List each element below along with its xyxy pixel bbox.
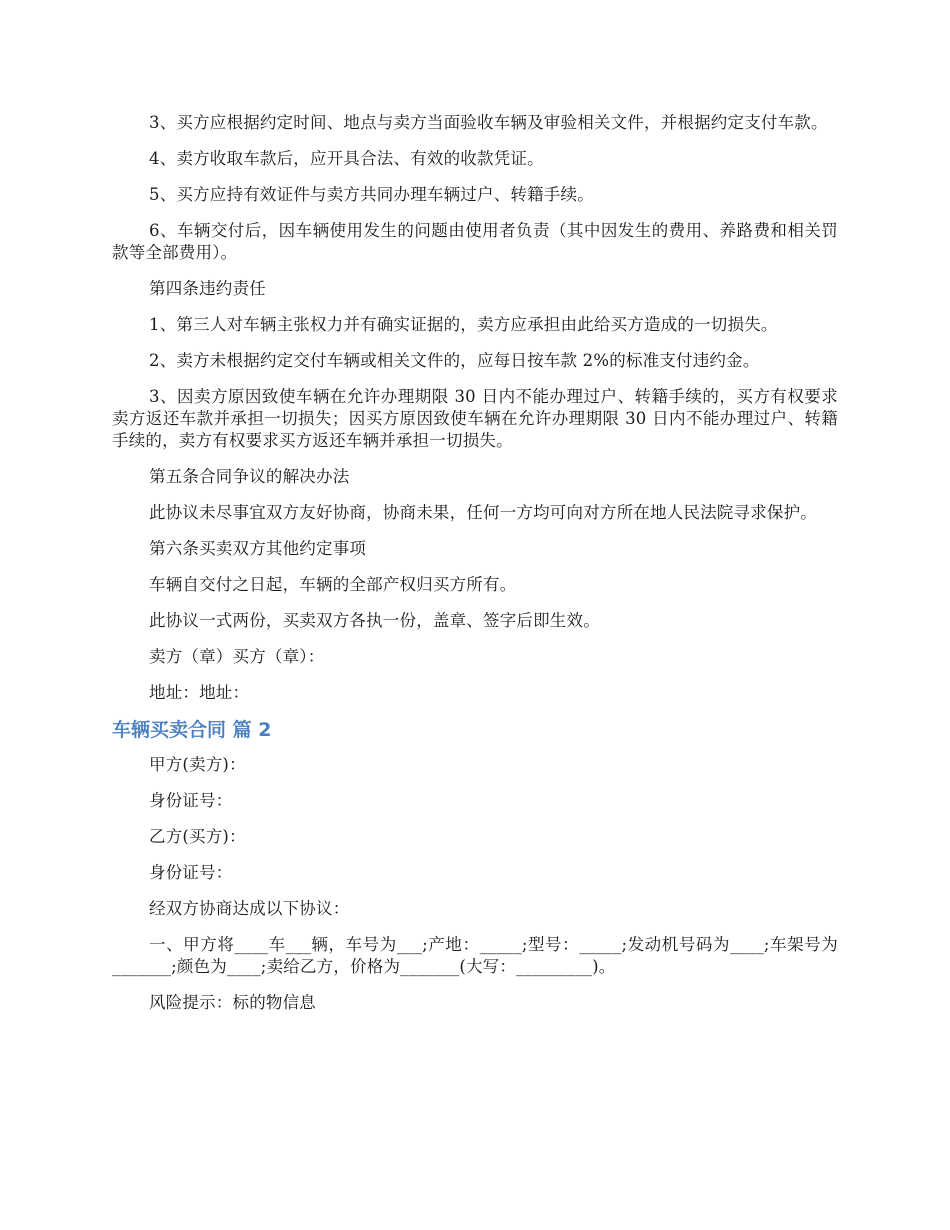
ownership-clause: 车辆自交付之日起，车辆的全部产权归买方所有。 bbox=[149, 575, 517, 594]
clause-4-receipt: 4、卖方收取车款后，应开具合法、有效的收款凭证。 bbox=[149, 149, 544, 168]
party-b-buyer: 乙方(买方)： bbox=[149, 827, 246, 846]
clause-5-transfer: 5、买方应持有效证件与卖方共同办理车辆过户、转籍手续。 bbox=[149, 185, 594, 204]
breach-clause-2: 2、卖方未根据约定交付车辆或相关文件的，应每日按车款 2%的标准支付违约金。 bbox=[149, 351, 760, 370]
seal-line: 卖方（章）买方（章）： bbox=[149, 647, 325, 666]
document-page bbox=[112, 112, 838, 1028]
copies-clause: 此协议一式两份，买卖双方各执一份，盖章、签字后即生效。 bbox=[149, 611, 600, 630]
section-5-title: 第五条合同争议的解决办法 bbox=[149, 467, 350, 486]
address-line: 地址：地址： bbox=[149, 683, 250, 702]
breach-clause-1: 1、第三人对车辆主张权力并有确实证据的，卖方应承担由此给买方造成的一切损失。 bbox=[149, 315, 778, 334]
party-a-id: 身份证号： bbox=[149, 791, 233, 810]
party-a-seller: 甲方(卖方)： bbox=[149, 755, 246, 774]
vehicle-details-clause: 一、甲方将____车___辆，车号为___;产地：_____;型号：_____;发动机号码为____;车架号为_______;颜色为____;卖给乙方，价格为_______(大写：_________)。 bbox=[112, 935, 838, 976]
contract-2-heading: 车辆买卖合同 篇 2 bbox=[112, 719, 272, 741]
agreement-intro: 经双方协商达成以下协议： bbox=[149, 899, 350, 918]
section-6-title: 第六条买卖双方其他约定事项 bbox=[149, 539, 367, 558]
breach-clause-3: 3、因卖方原因致使车辆在允许办理期限 30 日内不能办理过户、转籍手续的，买方有权要求卖方返还车款并承担一切损失；因买方原因致使车辆在允许办理期限 30 日内不能办理过户、转籍手续的，卖方有权要求买方返还车辆并承担一切损失。 bbox=[112, 387, 838, 450]
risk-notice: 风险提示：标的物信息 bbox=[149, 993, 316, 1012]
clause-6-liability: 6、车辆交付后，因车辆使用发生的问题由使用者负责（其中因发生的费用、养路费和相关罚款等全部费用）。 bbox=[112, 221, 838, 262]
section-4-title: 第四条违约责任 bbox=[149, 279, 266, 298]
party-b-id: 身份证号： bbox=[149, 863, 233, 882]
clause-3-inspection: 3、买方应根据约定时间、地点与卖方当面验收车辆及审验相关文件，并根据约定支付车款。 bbox=[149, 113, 828, 132]
dispute-resolution: 此协议未尽事宜双方友好协商，协商未果，任何一方均可向对方所在地人民法院寻求保护。 bbox=[149, 503, 817, 522]
